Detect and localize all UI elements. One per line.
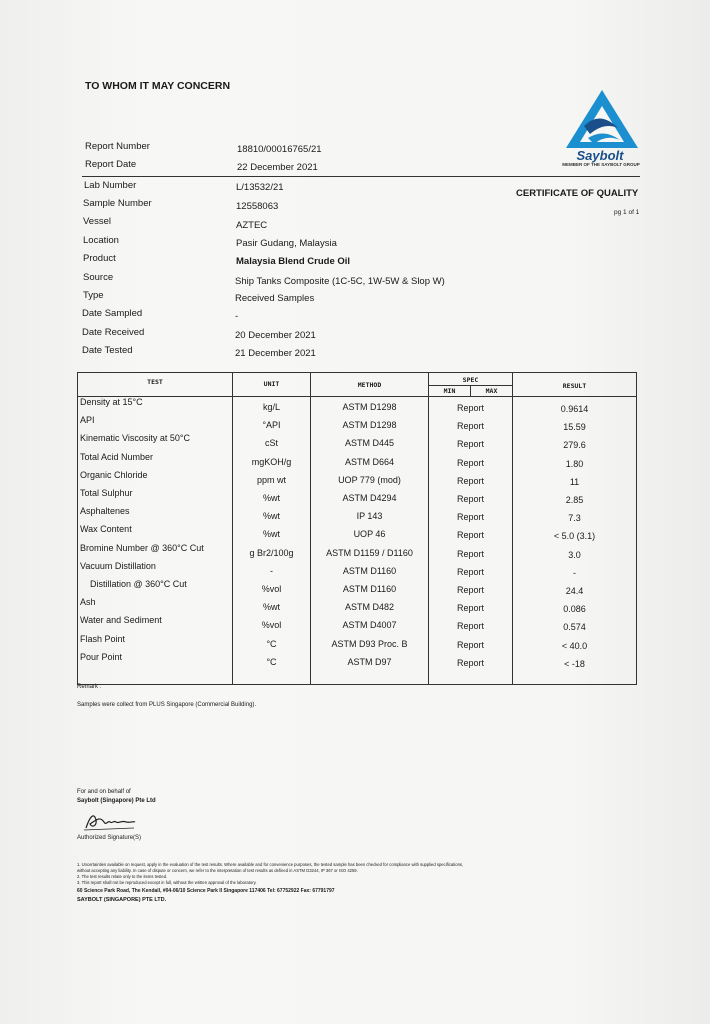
heading: TO WHOM IT MAY CONCERN	[85, 80, 231, 92]
row-unit: °C	[266, 638, 277, 649]
row-test: Organic Chloride	[80, 469, 148, 480]
row-test: Total Sulphur	[80, 488, 133, 498]
col-divider	[428, 373, 429, 684]
row-spec: Report	[456, 403, 484, 413]
row-result: 0.086	[563, 604, 586, 615]
date-sampled-label: Date Sampled	[82, 308, 143, 319]
row-method: IP 143	[356, 511, 383, 522]
row-unit: °API	[262, 420, 281, 431]
source-label: Source	[83, 272, 114, 283]
row-result: 1.80	[565, 458, 584, 469]
source-value: Ship Tanks Composite (1C-5C, 1W-5W & Slop W)	[235, 276, 445, 287]
row-method: UOP 46	[353, 529, 386, 540]
handwritten-signature	[82, 810, 136, 832]
vessel-label: Vessel	[83, 216, 111, 227]
row-spec: Report	[456, 548, 484, 559]
row-test: API	[80, 415, 95, 426]
min-column-header: MIN	[443, 387, 456, 395]
row-unit: %vol	[261, 584, 282, 594]
location-label: Location	[83, 235, 119, 246]
row-unit: %vol	[261, 620, 282, 631]
header-bottom-rule	[78, 396, 636, 397]
row-method: ASTM D445	[344, 438, 395, 449]
row-spec: Report	[456, 566, 484, 577]
type-value: Received Samples	[235, 293, 315, 304]
method-column-header: METHOD	[357, 381, 382, 389]
date-tested-value: 21 December 2021	[235, 348, 316, 359]
row-method: ASTM D97	[347, 656, 392, 667]
row-test: Pour Point	[80, 651, 123, 662]
row-unit: %wt	[262, 529, 280, 540]
row-result: 24.4	[565, 586, 584, 596]
row-unit: cSt	[264, 438, 278, 449]
row-method: ASTM D664	[344, 456, 395, 467]
row-spec: Report	[456, 657, 484, 668]
row-result: < 5.0 (3.1)	[553, 531, 596, 542]
logo-subtitle: MEMBER OF THE SAYBOLT GROUP	[562, 162, 640, 167]
date-tested-label: Date Tested	[82, 345, 133, 356]
row-test: Bromine Number @ 360°C Cut	[80, 542, 204, 553]
date-received-value: 20 December 2021	[235, 330, 316, 341]
lab-number-label: Lab Number	[84, 180, 137, 191]
sample-number-value: 12558063	[236, 201, 279, 212]
logo-name: Saybolt	[576, 148, 624, 163]
row-test: Total Acid Number	[80, 451, 154, 462]
report-number-label: Report Number	[85, 141, 150, 152]
row-unit: ppm wt	[256, 474, 286, 485]
row-result: 3.0	[568, 549, 581, 560]
remark-label: Remark :	[77, 684, 102, 690]
type-label: Type	[83, 290, 104, 301]
report-date-label: Report Date	[85, 159, 137, 170]
row-result: 2.85	[565, 495, 584, 505]
row-method: ASTM D4294	[342, 493, 397, 503]
row-test: Density at 15°C	[80, 397, 143, 407]
row-test: Ash	[80, 597, 96, 608]
company-footer: SAYBOLT (SINGAPORE) PTE LTD.	[77, 897, 167, 903]
row-spec: Report	[456, 512, 484, 523]
row-unit: mgKOH/g	[251, 456, 292, 467]
row-result: 0.574	[563, 622, 586, 633]
product-label: Product	[83, 253, 116, 264]
row-result: < -18	[564, 658, 585, 669]
remark-text: Samples were collect from PLUS Singapore (Commercial Building).	[77, 702, 257, 708]
lab-number-value: L/13532/21	[236, 182, 284, 193]
unit-column-header: UNIT	[263, 380, 280, 388]
footnote-1: 1. Uncertainties available on request, apply in the evaluation of the test results. Where available and for convenience purposes, the tested sample has been checked for compliance with supplied specifications,	[77, 862, 464, 867]
page-indicator: pg 1 of 1	[614, 209, 640, 216]
row-method: ASTM D1298	[342, 402, 397, 412]
row-spec: Report	[456, 639, 484, 650]
row-result: -	[573, 567, 576, 578]
report-number-value: 18810/00016765/21	[237, 144, 322, 155]
row-test: Kinematic Viscosity at 50°C	[80, 433, 190, 444]
footnote-3: 3. This report shall not be reproduced except in full, without the written approval of the laboratory.	[77, 880, 257, 885]
row-spec: Report	[456, 530, 484, 541]
row-test: Wax Content	[80, 524, 132, 535]
row-spec: Report	[456, 603, 484, 614]
row-test: Distillation @ 360°C Cut	[90, 579, 187, 589]
on-behalf-text: For and on behalf of	[77, 789, 131, 795]
result-column-header: RESULT	[562, 382, 587, 390]
row-method: ASTM D482	[344, 602, 395, 613]
col-divider	[512, 373, 513, 684]
company-address: 60 Science Park Road, The Kendall, #04-06/10 Science Park II Singapore 117406 Tel: 67752922 Fax: 67791797	[77, 888, 335, 894]
certificate-title: CERTIFICATE OF QUALITY	[516, 188, 639, 199]
company-name: Saybolt (Singapore) Pte Ltd	[77, 798, 156, 804]
row-unit: -	[270, 565, 273, 576]
row-test: Vacuum Distillation	[80, 560, 156, 571]
row-result: 11	[569, 476, 580, 487]
test-column-header: TEST	[147, 378, 163, 386]
report-date-value: 22 December 2021	[237, 162, 318, 173]
row-unit: g Br2/100g	[249, 547, 294, 558]
row-method: ASTM D1159 / D1160	[326, 547, 413, 558]
row-result: < 40.0	[561, 640, 588, 651]
row-spec: Report	[456, 475, 484, 486]
row-unit: kg/L	[262, 402, 280, 412]
row-result: 15.59	[563, 422, 586, 433]
signature-label: Authorized Signature(S)	[77, 835, 142, 841]
row-spec: Report	[456, 494, 484, 504]
date-received-label: Date Received	[82, 327, 145, 338]
row-result: 0.9614	[560, 404, 589, 414]
row-spec: Report	[456, 457, 484, 468]
row-test: Flash Point	[80, 633, 126, 644]
row-unit: °C	[266, 656, 277, 667]
header-rule	[82, 176, 640, 177]
spec-column-header: SPEC	[462, 376, 479, 384]
row-spec: Report	[456, 585, 484, 595]
row-test: Water and Sediment	[80, 615, 162, 626]
footnote-1-cont: without accepting any liability. In case of dispute or concern, we refer to the interpretation of test results as defined in ASTM D3244, IP 367 or ISO 4259.	[77, 868, 358, 873]
vessel-value: AZTEC	[236, 220, 268, 231]
row-method: ASTM D93 Proc. B	[331, 638, 408, 649]
product-value: Malaysia Blend Crude Oil	[236, 256, 351, 267]
row-method: ASTM D1160	[342, 565, 397, 576]
row-test: Asphaltenes	[80, 506, 130, 517]
row-spec: Report	[456, 421, 484, 432]
row-result: 7.3	[568, 513, 581, 524]
row-method: ASTM D4007	[342, 620, 397, 631]
row-unit: %wt	[262, 511, 280, 522]
row-method: UOP 779 (mod)	[338, 474, 401, 485]
date-sampled-value: -	[235, 311, 239, 322]
row-result: 279.6	[563, 440, 586, 451]
row-method: ASTM D1298	[342, 420, 397, 431]
results-table	[77, 372, 637, 685]
sample-number-label: Sample Number	[83, 198, 152, 209]
row-unit: %wt	[262, 493, 280, 503]
location-value: Pasir Gudang, Malaysia	[236, 238, 337, 249]
row-spec: Report	[456, 621, 484, 632]
max-column-header: MAX	[485, 387, 498, 395]
footnote-2: 2. The test results relate only to the items tested.	[77, 874, 168, 879]
row-method: ASTM D1160	[342, 584, 397, 594]
row-spec: Report	[456, 439, 484, 450]
row-unit: %wt	[262, 602, 280, 613]
